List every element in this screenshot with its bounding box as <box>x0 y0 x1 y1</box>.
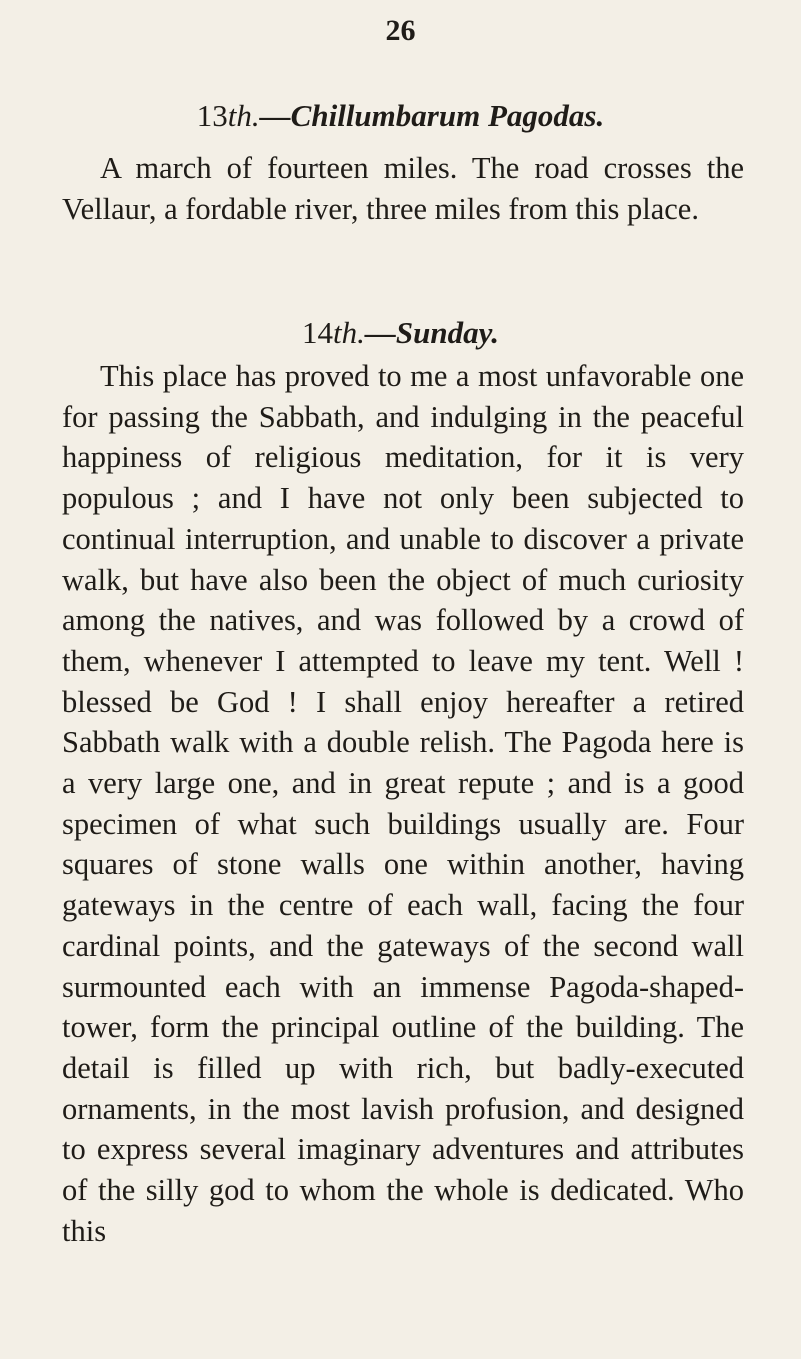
entry-date: 14 <box>302 315 334 350</box>
entry-title: —Chillumbarum Pagodas. <box>259 98 605 133</box>
entry-heading-14th <box>0 315 801 351</box>
entry-heading-13th <box>0 98 801 134</box>
entry-date-suffix: th. <box>333 315 365 350</box>
entry-body-13th: A march of fourteen miles. The road crosses the Vellaur, a fordable river, three miles from this place. <box>62 151 744 226</box>
page-number: 26 <box>385 14 416 47</box>
entry-date: 13 <box>196 98 228 133</box>
entry-title: —Sunday. <box>364 315 499 350</box>
entry-date-suffix: th. <box>227 98 260 133</box>
entry-body-14th: This place has proved to me a most unfavorable one for passing the Sabbath, and indulging in the peaceful happiness of religious meditation, for it is very populous ; and I have not only been subjected to continual interruption, and unable to discover a private walk, but have also been the object of much curiosity among the natives, and was followed by a crowd of them, whenever I attempted to leave my tent. Well ! blessed be God ! I shall enjoy hereafter a retired Sabbath walk with a double relish. The Pagoda here is a very large one, and in great repute ; and is a good specimen of what such buildings usually are. Four squares of stone walls one within another, having gateways in the centre of each wall, facing the four cardinal points, and the gateways of the second wall surmounted each with an immense Pagoda-shaped-tower, form the principal outline of the building. The detail is filled up with rich, but badly-executed ornaments, in the most lavish profusion, and designed to express several imaginary adventures and attributes of the silly god to whom the whole is dedicated. Who this <box>62 359 744 1248</box>
